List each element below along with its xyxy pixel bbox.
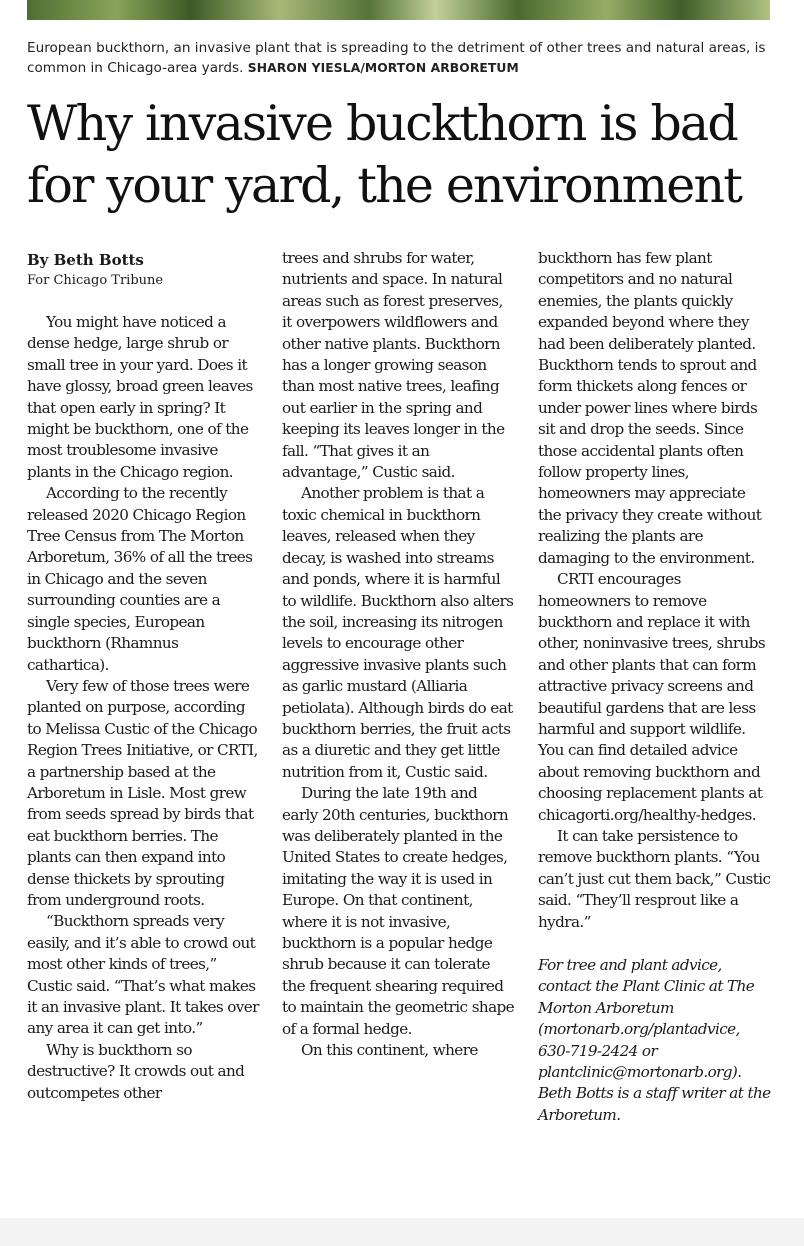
article-column-1 [27,312,261,1104]
author-name: By Beth Botts [27,251,144,269]
page-footer-band [0,1218,804,1246]
paragraph: You might have noticed a dense hedge, large shrub or small tree in your yard. Does it have glossy, broad green leaves that open early in spring? It might be buckthorn, one of the most troublesome invasive plants in the Chicago region. [27,313,253,481]
headline [27,93,787,217]
headline-line-1: Why invasive buckthorn is bad [27,95,737,152]
headline-line-2: for your yard, the environment [27,157,742,214]
author-note: For tree and plant advice, contact the Plant Clinic at The Morton Arboretum (mortonarb.org/plantadvice, 630-719-2424 or plantclinic@mortonarb.org). Beth Botts is a staff writer at the Arboretum. [538,956,771,1124]
paragraph: CRTI encourages homeowners to remove buckthorn and replace it with other, noninvasive trees, shrubs and other plants that can form attractive privacy screens and beautiful gardens that are less harmful and support wildlife. You can find detailed advice about removing buckthorn and choosing replacement plants at chicagorti.org/healthy-hedges. [538,570,766,824]
paragraph: “Buckthorn spreads very easily, and it’s able to crowd out most other kinds of trees,” Custic said. “That’s what makes it an invasive plant. It takes over any area it can get into.” [27,912,259,1038]
paragraph-continued: buckthorn has few plant competitors and no natural enemies, the plants quickly expanded beyond where they had been deliberately planted. Buckthorn tends to sprout and form thickets along fences or under power lines where birds sit and drop the seeds. Since those accidental plants often follow property lines, homeowners may appreciate the privacy they create without realizing the plants are damaging to the environment. [538,249,762,567]
paragraph: It can take persistence to remove buckthorn plants. “You can’t just cut them back,” Custic said. “They’ll resprout like a hydra.” [538,826,771,931]
article-photo [27,0,770,20]
paragraph: Very few of those trees were planted on purpose, according to Melissa Custic of the Chicago Region Trees Initiative, or CRTI, a partnership based at the Arboretum in Lisle. Most grew from seeds spread by birds that eat buckthorn berries. The plants can then expand into dense thickets by sprouting from underground roots. [27,676,258,909]
article-column-2 [282,248,516,1061]
paragraph: On this continent, where [301,1041,478,1060]
byline [27,249,163,291]
article-column-3 [538,248,772,1126]
author-affiliation: For Chicago Tribune [27,273,164,288]
paragraph: Another problem is that a toxic chemical in buckthorn leaves, released when they decay, is washed into streams and ponds, where it is harmful to wildlife. Buckthorn also alters the soil, increasing its nitrogen levels to encourage other aggressive invasive plants such as garlic mustard (Alliaria petiolata). Although birds do eat buckthorn berries, the fruit acts as a diuretic and they get little nutrition from it, Custic said. [282,484,514,781]
paragraph: During the late 19th and early 20th centuries, buckthorn was deliberately planted in the United States to create hedges, imitating the way it is used in Europe. On that continent, where it is not invasive, buckthorn is a popular hedge shrub because it can tolerate the frequent shearing required to maintain the geometric shape of a formal hedge. [282,784,515,1038]
paragraph: Why is buckthorn so destructive? It crowds out and outcompetes other [27,1040,245,1102]
photo-caption [27,38,772,78]
paragraph-continued: trees and shrubs for water, nutrients and space. In natural areas such as forest preserves, it overpowers wildflowers and other native plants. Buckthorn has a longer growing season than most native trees, leafing out earlier in the spring and keeping its leaves longer in the fall. “That gives it an advantage,” Custic said. [282,249,505,482]
paragraph: According to the recently released 2020 Chicago Region Tree Census from The Morton Arboretum, 36% of all the trees in Chicago and the seven surrounding counties are a single species, European buckthorn (Rhamnus cathartica). [27,484,253,674]
caption-text: European buckthorn, an invasive plant that is spreading to the detriment of other trees and natural areas, is common in Chicago-area yards. [27,40,766,76]
photo-credit: SHARON YIESLA/MORTON ARBORETUM [247,61,519,75]
